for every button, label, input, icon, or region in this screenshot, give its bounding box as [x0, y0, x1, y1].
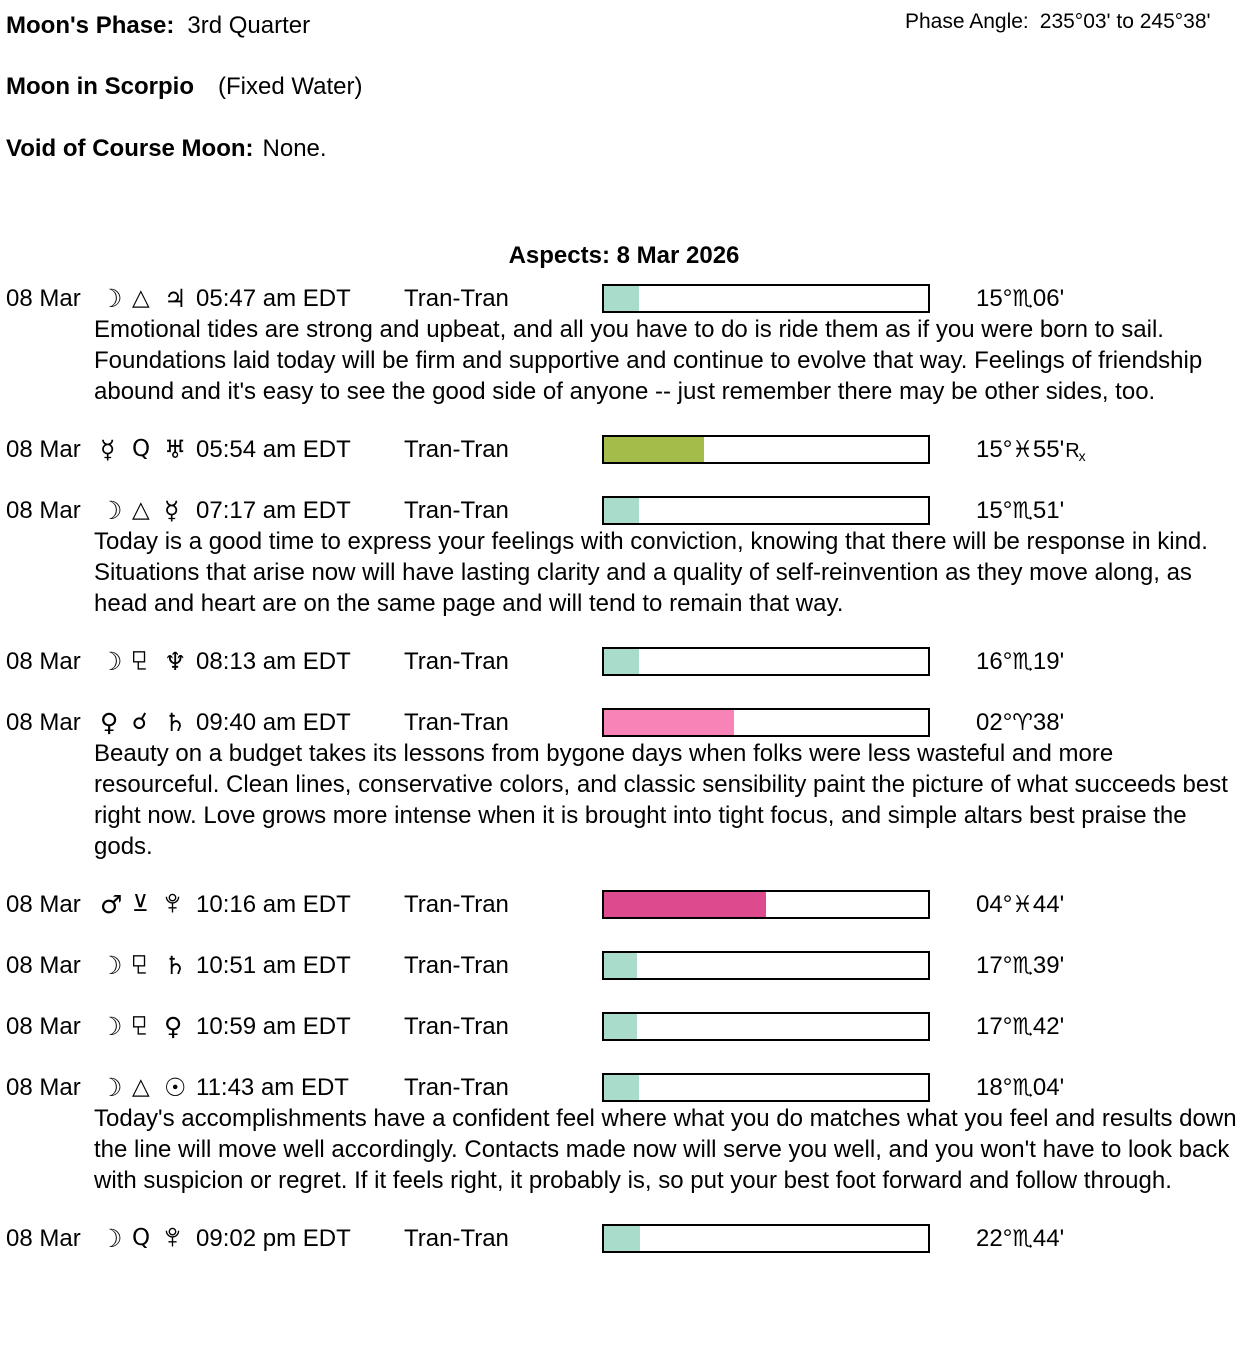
scorpio-sign-glyph: ♏ [1012, 1013, 1033, 1040]
moon-glyph: ☽ [100, 951, 123, 980]
aspect-row [0, 495, 1248, 526]
position-value [976, 648, 1064, 676]
void-of-course-value: None. [262, 135, 327, 162]
aspect-glyph-group [100, 710, 196, 735]
orb-bar-fill [604, 710, 734, 735]
pluto-glyph [164, 1226, 196, 1251]
position-value [976, 891, 1064, 919]
moon-glyph: ☽ [100, 647, 123, 676]
scorpio-sign-glyph: ♏ [1012, 952, 1033, 979]
moon-glyph: ☽ [100, 284, 123, 313]
sesquiquadrate-glyph [132, 954, 164, 978]
moon-glyph: ☽ [100, 1224, 123, 1253]
pisces-sign-glyph: ♓ [1012, 436, 1033, 463]
aspect-type-label: Tran-Tran [404, 284, 509, 312]
aspect-time: 11:43 am EDT [196, 1073, 349, 1101]
sun-glyph: ☉ [164, 1073, 187, 1102]
aspect-glyph-group [100, 892, 196, 917]
quintile-glyph: Q [132, 1225, 151, 1251]
saturn-glyph: ♄ [164, 951, 187, 980]
position-minutes: 44' [1032, 890, 1065, 918]
orb-bar [602, 951, 930, 980]
position-minutes: 38' [1032, 708, 1065, 736]
aspect-time: 07:17 am EDT [196, 496, 351, 524]
aspect-row [0, 1223, 1248, 1254]
position-degrees: 16° [976, 647, 1013, 675]
void-of-course-label: Void of Course Moon: [6, 135, 254, 162]
position-degrees: 17° [976, 1012, 1013, 1040]
aspect-interpretation: Beauty on a budget takes its lessons from bygone days when folks were less wasteful and more resourceful. Clean lines, conservative colors, and classic sensibility paint the picture of what succeeds best right now. Love grows more intense when it is brought into tight focus, and simple altars best praise the gods. [94, 740, 1228, 860]
orb-bar [602, 496, 930, 525]
aspect-type-label: Tran-Tran [404, 496, 509, 524]
orb-bar-fill [604, 892, 766, 917]
aspect-glyph-group [100, 1014, 196, 1039]
position-value [976, 1013, 1064, 1041]
aspect-row [0, 707, 1248, 738]
position-value [976, 952, 1064, 980]
moon-phase-value: 3rd Quarter [187, 12, 311, 39]
position-degrees: 04° [976, 890, 1013, 918]
moon-glyph: ☽ [100, 1073, 123, 1102]
neptune-glyph: ♆ [164, 647, 187, 676]
orb-bar-fill [604, 1014, 637, 1039]
aspect-date: 08 Mar [6, 708, 81, 736]
orb-bar [602, 1012, 930, 1041]
mars-glyph: ♂ [100, 890, 123, 919]
orb-bar-fill [604, 437, 704, 462]
aspect-type-label: Tran-Tran [404, 1012, 509, 1040]
retrograde-mark: $R_x$ [1065, 439, 1086, 464]
orb-bar [602, 1073, 930, 1102]
aspect-time: 10:16 am EDT [196, 890, 351, 918]
position-minutes: 42' [1032, 1012, 1065, 1040]
aspect-type-label: Tran-Tran [404, 1224, 509, 1252]
quintile-glyph: Q [132, 436, 151, 462]
aspect-date: 08 Mar [6, 1012, 81, 1040]
position-minutes: 39' [1032, 951, 1065, 979]
position-value [976, 1074, 1064, 1102]
aspect-glyph-group [100, 649, 196, 674]
moon-glyph: ☽ [100, 496, 123, 525]
scorpio-sign-glyph: ♏ [1012, 497, 1033, 524]
aspects-list [0, 283, 1248, 1254]
void-of-course-line [6, 133, 1248, 164]
venus-glyph: ♀ [100, 708, 119, 737]
moon-sign-line [6, 71, 1248, 102]
aspect-row [0, 434, 1248, 465]
aspect-row [0, 646, 1248, 677]
jupiter-glyph: ♃ [164, 284, 187, 313]
position-degrees: 18° [976, 1073, 1013, 1101]
pisces-sign-glyph: ♓ [1012, 891, 1033, 918]
moon-phase-label: Moon's Phase: [6, 12, 175, 39]
position-degrees: 15° [976, 435, 1013, 463]
orb-bar [602, 284, 930, 313]
aspect-type-label: Tran-Tran [404, 708, 509, 736]
orb-bar-fill [604, 286, 639, 311]
aspect-glyph-group [100, 953, 196, 978]
orb-bar-fill [604, 1226, 640, 1251]
position-minutes: 19' [1032, 647, 1065, 675]
aspect-time: 05:47 am EDT [196, 284, 351, 312]
position-degrees: 15° [976, 496, 1013, 524]
aspect-type-label: Tran-Tran [404, 435, 509, 463]
conjunction-glyph: ☌ [132, 709, 148, 735]
trine-glyph: △ [132, 1074, 150, 1100]
aspect-interpretation: Today is a good time to express your feelings with conviction, knowing that there will be response in kind. Situations that arise now will have lasting clarity and a quality of self-reinvention as they move along, as head and heart are on the same page and will tend to remain that way. [94, 528, 1208, 617]
phase-angle-label: Phase Angle: [905, 10, 1029, 33]
position-minutes: 04' [1032, 1073, 1065, 1101]
aspect-time: 08:13 am EDT [196, 647, 351, 675]
mercury-glyph: ☿ [100, 435, 116, 464]
aspect-row [0, 950, 1248, 981]
aspect-interpretation: Today's accomplishments have a confident feel where what you do matches what you feel and results down the line will move well accordingly. Contacts made now will serve you well, and you won't have to look back with suspicion or regret. If it feels right, it probably is, so put your best foot forward and follow through. [94, 1105, 1237, 1194]
aspect-glyph-group [100, 437, 196, 462]
orb-bar-fill [604, 649, 639, 674]
aspect-date: 08 Mar [6, 435, 81, 463]
sesquiquadrate-glyph [132, 650, 164, 674]
position-value [976, 709, 1064, 737]
aspect-time: 10:51 am EDT [196, 951, 351, 979]
aspect-type-label: Tran-Tran [404, 1073, 509, 1101]
aspect-type-label: Tran-Tran [404, 890, 509, 918]
sesquiquadrate-glyph [132, 1015, 164, 1039]
trine-glyph: △ [132, 497, 150, 523]
aries-sign-glyph: ♈ [1012, 709, 1033, 736]
aspect-row [0, 1072, 1248, 1103]
aspect-time: 10:59 am EDT [196, 1012, 351, 1040]
aspect-row [0, 283, 1248, 314]
orb-bar [602, 890, 930, 919]
position-value [976, 285, 1064, 313]
venus-glyph: ♀ [164, 1012, 183, 1041]
position-minutes: 55' [1032, 435, 1065, 463]
position-minutes: 51' [1032, 496, 1065, 524]
moon-sign-label: Moon in Scorpio [6, 73, 194, 100]
aspect-glyph-group [100, 1075, 196, 1100]
position-minutes: 44' [1032, 1224, 1065, 1252]
pluto-glyph [164, 892, 196, 917]
aspect-row [0, 889, 1248, 920]
aspect-time: 05:54 am EDT [196, 435, 351, 463]
position-minutes: 06' [1032, 284, 1065, 312]
uranus-glyph: ♅ [164, 435, 187, 464]
aspect-date: 08 Mar [6, 647, 81, 675]
aspect-date: 08 Mar [6, 951, 81, 979]
aspect-type-label: Tran-Tran [404, 951, 509, 979]
aspect-row [0, 1011, 1248, 1042]
aspect-glyph-group [100, 1226, 196, 1251]
aspect-glyph-group [100, 498, 196, 523]
aspect-glyph-group [100, 286, 196, 311]
aspect-date: 08 Mar [6, 284, 81, 312]
mercury-glyph: ☿ [164, 496, 180, 525]
aspect-date: 08 Mar [6, 890, 81, 918]
moon-glyph: ☽ [100, 1012, 123, 1041]
orb-bar [602, 708, 930, 737]
aspects-title: Aspects: 8 Mar 2026 [508, 242, 740, 269]
aspect-time: 09:02 pm EDT [196, 1224, 351, 1252]
orb-bar [602, 647, 930, 676]
orb-bar-fill [604, 498, 639, 523]
moon-sign-note: (Fixed Water) [217, 73, 363, 100]
aspect-date: 08 Mar [6, 1073, 81, 1101]
phase-angle [905, 10, 1211, 34]
position-degrees: 02° [976, 708, 1013, 736]
orb-bar [602, 435, 930, 464]
scorpio-sign-glyph: ♏ [1012, 1074, 1033, 1101]
aspect-date: 08 Mar [6, 496, 81, 524]
aspect-type-label: Tran-Tran [404, 647, 509, 675]
position-value [976, 497, 1064, 525]
phase-angle-value: 235°03' to 245°38' [1039, 10, 1211, 33]
position-value [976, 1225, 1064, 1253]
scorpio-sign-glyph: ♏ [1012, 1225, 1033, 1252]
semisextile-glyph: ⊻ [132, 891, 149, 917]
aspect-date: 08 Mar [6, 1224, 81, 1252]
trine-glyph: △ [132, 285, 150, 311]
orb-bar-fill [604, 1075, 639, 1100]
saturn-glyph: ♄ [164, 708, 187, 737]
aspect-time: 09:40 am EDT [196, 708, 351, 736]
position-degrees: 15° [976, 284, 1013, 312]
aspect-interpretation: Emotional tides are strong and upbeat, and all you have to do is ride them as if you were born to sail. Foundations laid today will be firm and supportive and continue to evolve that way. Feelings of friendship abound and it's easy to see the good side of anyone -- just remember there may be other sides, too. [94, 316, 1203, 405]
position-value [976, 436, 1086, 464]
orb-bar-fill [604, 953, 637, 978]
scorpio-sign-glyph: ♏ [1012, 648, 1033, 675]
orb-bar [602, 1224, 930, 1253]
position-degrees: 22° [976, 1224, 1013, 1252]
position-degrees: 17° [976, 951, 1013, 979]
scorpio-sign-glyph: ♏ [1012, 285, 1033, 312]
